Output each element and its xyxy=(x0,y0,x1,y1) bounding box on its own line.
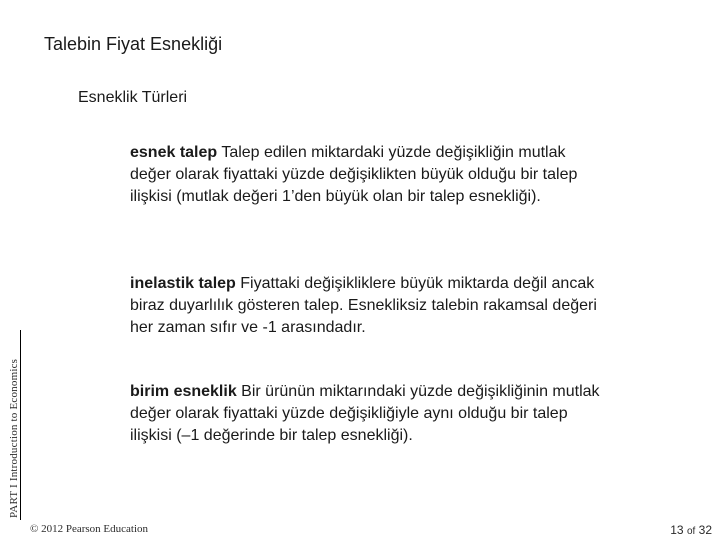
definition-text: Fiyattaki değişikliklere büyük miktarda değil ancak biraz duyarlılık gösteren talep. Esnekliksiz talebin rakamsal değeri her zaman sıfır ve -1 arasındadır. xyxy=(130,275,597,336)
definition-text: Talep edilen miktardaki yüzde değişikliğin mutlak değer olarak fiyattaki yüzde değişiklikten büyük olduğu bir talep ilişkisi (mutlak değeri 1’den büyük olan bir talep esnekliği). xyxy=(130,144,578,205)
page-total: 32 xyxy=(698,523,712,537)
definition-text: Bir ürünün miktarındaki yüzde değişikliğinin mutlak değer olarak fiyattaki yüzde değişikliğiyle aynı olduğu bir talep ilişkisi (–1 değerinde bir talep esnekliği). xyxy=(130,383,600,444)
definition-term: esnek talep xyxy=(130,144,218,161)
page-number xyxy=(670,523,712,537)
definition-elastic-demand xyxy=(130,142,610,208)
part-number: PART I xyxy=(8,484,20,518)
definition-term: inelastik talep xyxy=(130,275,236,292)
slide-title: Talebin Fiyat Esnekliği xyxy=(44,34,223,54)
side-divider xyxy=(20,330,21,520)
copyright-notice: © 2012 Pearson Education xyxy=(30,523,149,535)
definition-inelastic-demand xyxy=(130,273,610,339)
page-current: 13 xyxy=(670,523,684,537)
slide-subtitle: Esneklik Türleri xyxy=(78,89,188,106)
part-title: Introduction to Economics xyxy=(8,358,20,482)
page-of: of xyxy=(686,526,696,537)
definition-term: birim esneklik xyxy=(130,383,237,400)
definition-unit-elasticity xyxy=(130,381,610,447)
side-part-label xyxy=(8,359,20,518)
